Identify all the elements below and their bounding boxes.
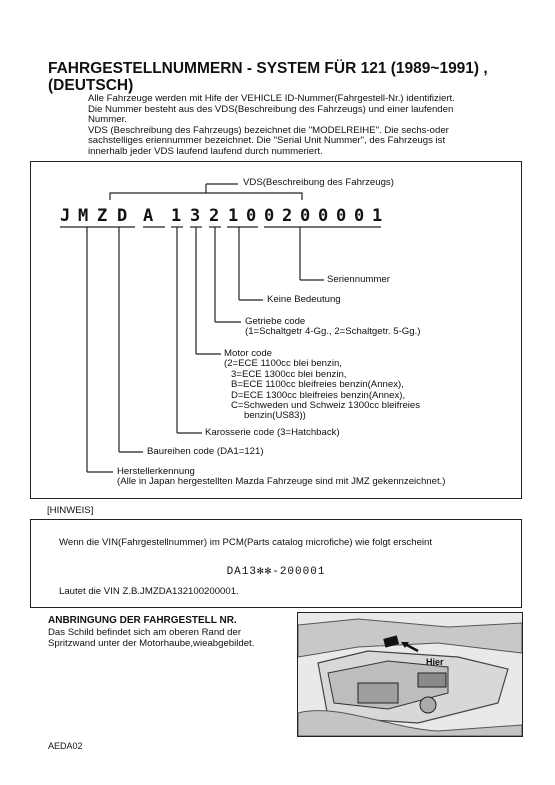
vds-label: VDS(Beschreibung des Fahrzeugs): [243, 177, 394, 188]
note-code: DA13✻✻-200001: [226, 566, 326, 578]
note-label: [HINWEIS]: [47, 505, 94, 516]
vin-char: D: [117, 206, 128, 226]
engine-bay-drawing: [298, 613, 522, 736]
page-title: FAHRGESTELLNUMMERN - SYSTEM FÜR 121 (1989~1991) , (DEUTSCH): [48, 60, 488, 94]
label-line: Motor code: [224, 348, 272, 359]
label-line: (Alle in Japan hergestellten Mazda Fahrzeuge sind mit JMZ gekennzeichnet.): [117, 476, 446, 488]
intro-line: sachstelliges eriennummer bezeichnet. Die "Serial Unit Nummer", des Fahrzeugs ist: [88, 135, 446, 147]
vin-char: 2: [209, 206, 220, 226]
vin-char: 0: [318, 206, 329, 226]
series-code-label: [147, 447, 264, 457]
label-line: B=ECE 1100cc bleifreies benzin(Annex),: [231, 379, 404, 391]
note-line-3: Lautet die VIN Z.B.JMZDA132100200001.: [59, 586, 239, 597]
vin-char: J: [60, 206, 71, 226]
vin-char: 1: [372, 206, 383, 226]
no-meaning-label: [267, 295, 341, 305]
location-line: Spritzwand unter der Motorhaube,wieabgebildet.: [48, 637, 255, 649]
label-line: 3=ECE 1300cc blei benzin,: [231, 368, 347, 380]
vin-diagram-box: [30, 161, 522, 499]
intro-line: Alle Fahrzeuge werden mit Hife der VEHICLE ID-Nummer(Fahrgestell-Nr.) identifiziert.: [88, 93, 455, 104]
vin-char: 0: [246, 206, 257, 226]
engine-bay-illustration: [297, 612, 523, 737]
intro-paragraph: [88, 94, 518, 158]
vin-char: 2: [282, 206, 293, 226]
intro-line: Die Nummer besteht aus des VDS(Beschreibung des Fahrzeugs) und einer laufenden: [88, 103, 454, 115]
label-line: Baureihen code (DA1=121): [147, 446, 264, 457]
location-line: Das Schild befindet sich am oberen Rand der: [48, 627, 242, 638]
vin-char: 0: [354, 206, 365, 226]
vin-char: A: [143, 206, 154, 226]
vin-char: 1: [228, 206, 239, 226]
vin-char: Z: [97, 206, 108, 226]
label-line: C=Schweden und Schweiz 1300cc bleifreies: [231, 400, 421, 412]
vin-char: M: [78, 206, 89, 226]
here-label: Hier: [426, 657, 444, 667]
location-heading: ANBRINGUNG DER FAHRGESTELL NR.: [48, 615, 237, 626]
gearbox-code-label: [245, 317, 420, 338]
motor-code-label: [224, 349, 420, 422]
intro-line: VDS (Beschreibung des Fahrzeugs) bezeichnet die "MODELREIHE". Die sechs-oder: [88, 124, 449, 136]
label-line: Getriebe code: [245, 316, 306, 327]
body-code-label: [205, 428, 340, 438]
vin-char: 1: [171, 206, 182, 226]
intro-line: innerhalb jeder VDS laufend laufend durch nummeriert.: [88, 145, 323, 157]
intro-line: Nummer.: [88, 114, 127, 126]
vin-char: 0: [300, 206, 311, 226]
label-line: Seriennummer: [327, 274, 390, 285]
note-box: [30, 519, 522, 608]
note-line-1: Wenn die VIN(Fahrgestellnummer) im PCM(Parts catalog microfiche) wie folgt erscheint: [59, 537, 433, 548]
label-line: benzin(US83)): [244, 410, 306, 422]
serial-number-label: [327, 275, 390, 285]
label-line: Karosserie code (3=Hatchback): [205, 427, 340, 438]
vin-char: 0: [264, 206, 275, 226]
vin-char: 0: [336, 206, 347, 226]
label-line: Keine Bedeutung: [267, 294, 341, 305]
location-text: [48, 628, 288, 649]
label-line: Herstellerkennung: [117, 466, 195, 477]
maker-code-label: [117, 467, 446, 488]
page-code: AEDA02: [48, 741, 83, 751]
label-line: (1=Schaltgetr 4-Gg., 2=Schaltgetr. 5-Gg.): [245, 326, 421, 338]
label-line: (2=ECE 1100cc blei benzin,: [224, 358, 342, 370]
label-line: D=ECE 1300cc bleifreies benzin(Annex),: [231, 389, 406, 401]
vin-char: 3: [190, 206, 201, 226]
